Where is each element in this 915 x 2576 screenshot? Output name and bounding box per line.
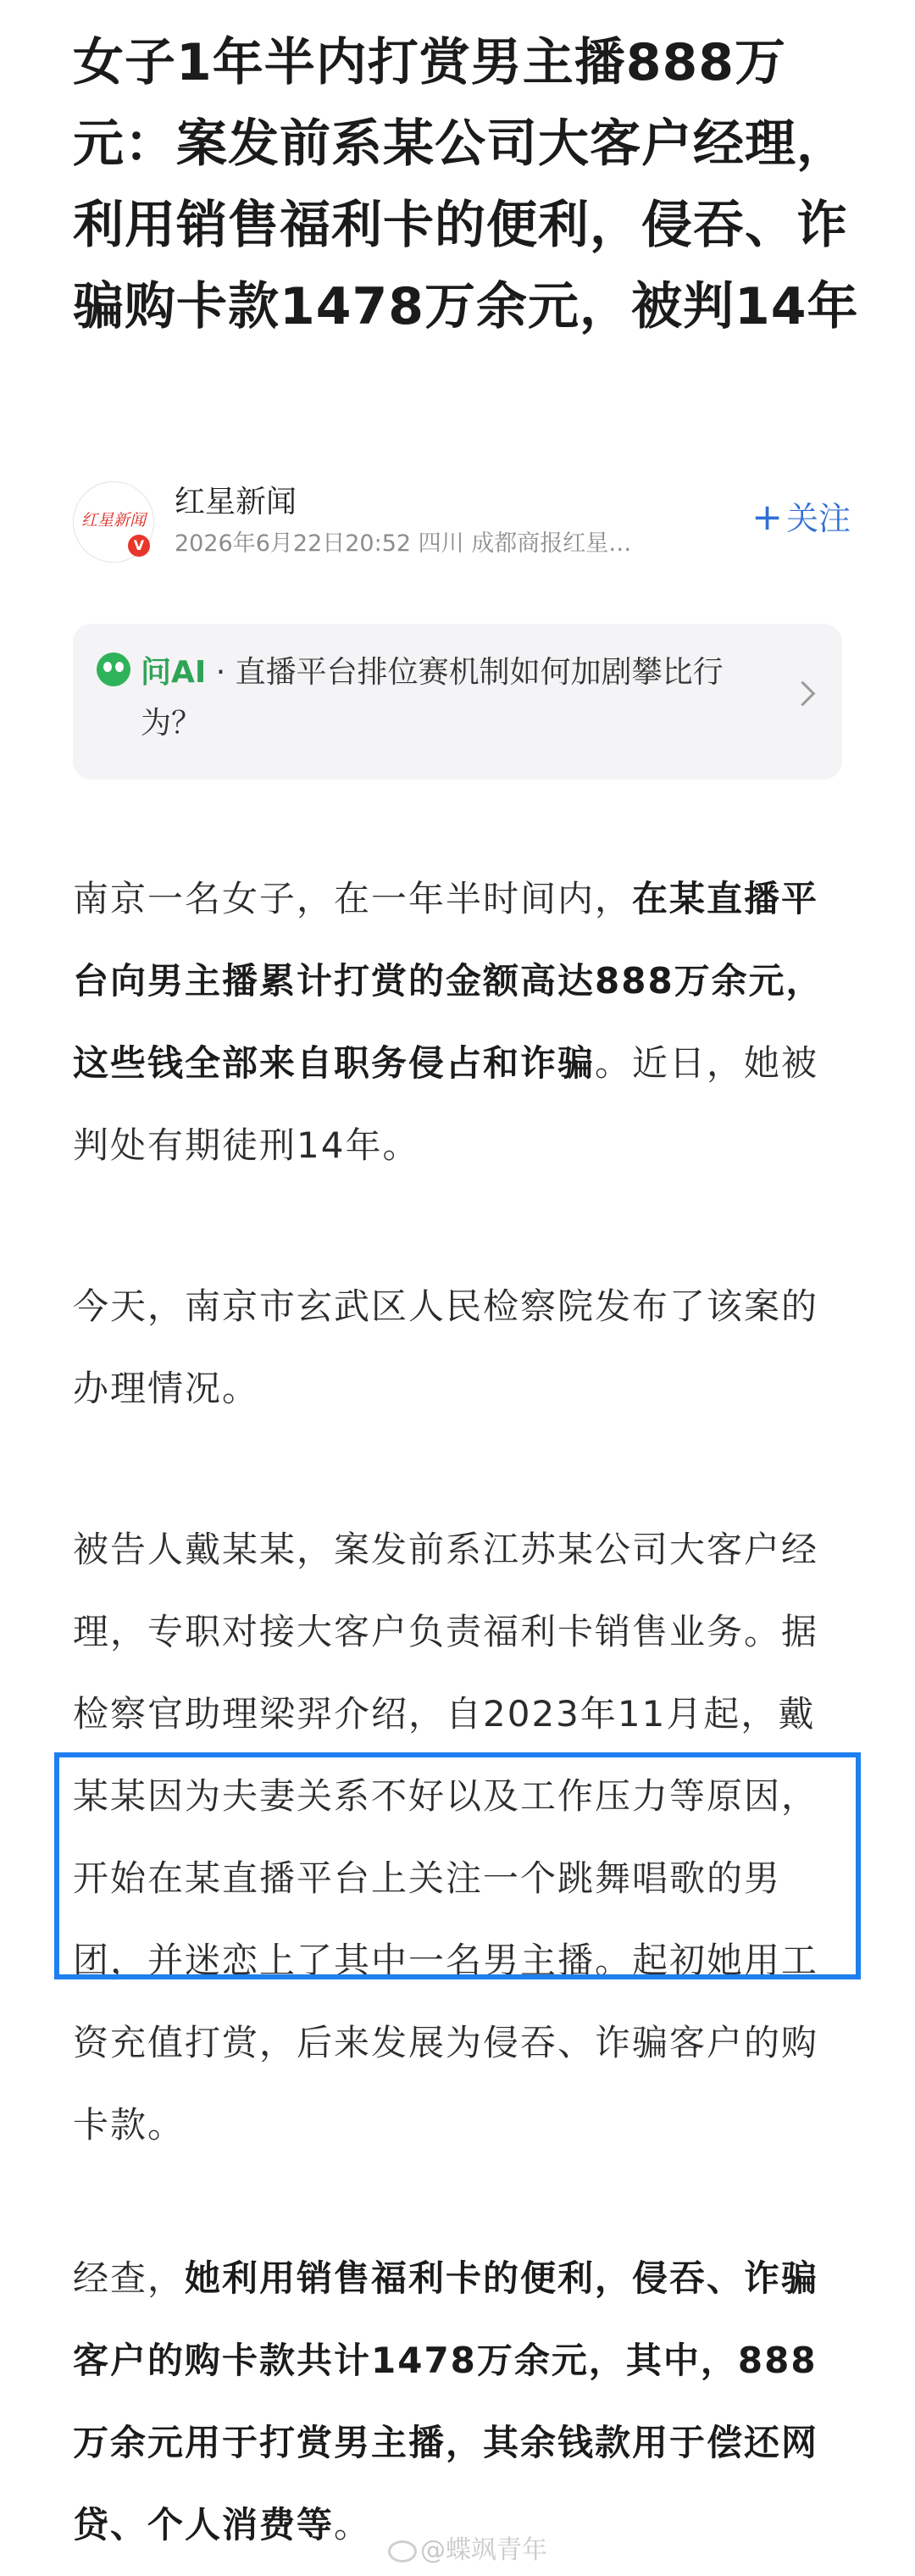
- follow-button[interactable]: [751, 497, 851, 540]
- ask-ai-icon: [97, 652, 130, 686]
- ask-ai-separator: ·: [206, 655, 236, 690]
- paragraph-3: 被告人戴某某，案发前系江苏某公司大客户经理，专职对接大客户负责福利卡销售业务。据检察官助理梁羿介绍，自2023年11月起，戴某某因为夫妻关系不好以及工作压力等原因，开始在某直播平台上关注一个跳舞唱歌的男团，并迷恋上了其中一名男主播。起初她用工资充值打赏，后来发展为侵吞、诈骗客户的购卡款。: [73, 1529, 819, 2146]
- article-title: 女子1年半内打赏男主播888万元：案发前系某公司大客户经理，利用销售福利卡的便利，侵吞、诈骗购卡款1478万余元，被判14年: [73, 33, 859, 336]
- red-star-news-logo: 红星新闻: [80, 511, 146, 530]
- source-row: [73, 481, 851, 566]
- verified-badge-icon: V: [128, 535, 150, 557]
- follow-label: 关注: [785, 500, 851, 537]
- plus-icon: +: [751, 496, 783, 539]
- watermark: [388, 2534, 547, 2568]
- paragraph-1: [73, 858, 847, 1186]
- paragraph-1-bold: 在某直播平台向男主播累计打赏的金额高达888万余元，这些钱全部来自职务侵占和诈骗: [73, 878, 824, 1084]
- ask-ai-text: [141, 647, 774, 749]
- source-meta: 2026年6月22日20:52 四川 成都商报红星…: [175, 530, 632, 557]
- paragraph-4-text-a: 经查，: [73, 2257, 186, 2299]
- chevron-right-icon: [790, 681, 816, 707]
- paragraph-4: [73, 2237, 847, 2566]
- paragraph-4-bold: 她利用销售福利卡的便利，侵吞、诈骗客户的购卡款共计1478万余元，其中，888万余元用于打赏男主播，其余钱款用于偿还网贷、个人消费等: [73, 2257, 819, 2545]
- weibo-icon: [388, 2540, 417, 2562]
- avatar[interactable]: [73, 481, 154, 563]
- ask-ai-card[interactable]: [73, 624, 842, 780]
- paragraph-1-text-c: 。近日，她被判处有期徒刑14年。: [73, 1042, 819, 1166]
- paragraph-1-text-a: 南京一名女子，在一年半时间内，: [73, 878, 633, 919]
- source-name[interactable]: 红星新闻: [175, 485, 297, 519]
- paragraph-4-text-c: 。: [334, 2504, 372, 2545]
- watermark-text: @蝶飒青年: [420, 2535, 547, 2565]
- paragraph-2: 今天，南京市玄武区人民检察院发布了该案的办理情况。: [73, 1285, 819, 1409]
- ask-ai-question: 直播平台排位赛机制如何加剧攀比行为？: [141, 655, 724, 741]
- ask-ai-label: 问AI: [141, 655, 207, 690]
